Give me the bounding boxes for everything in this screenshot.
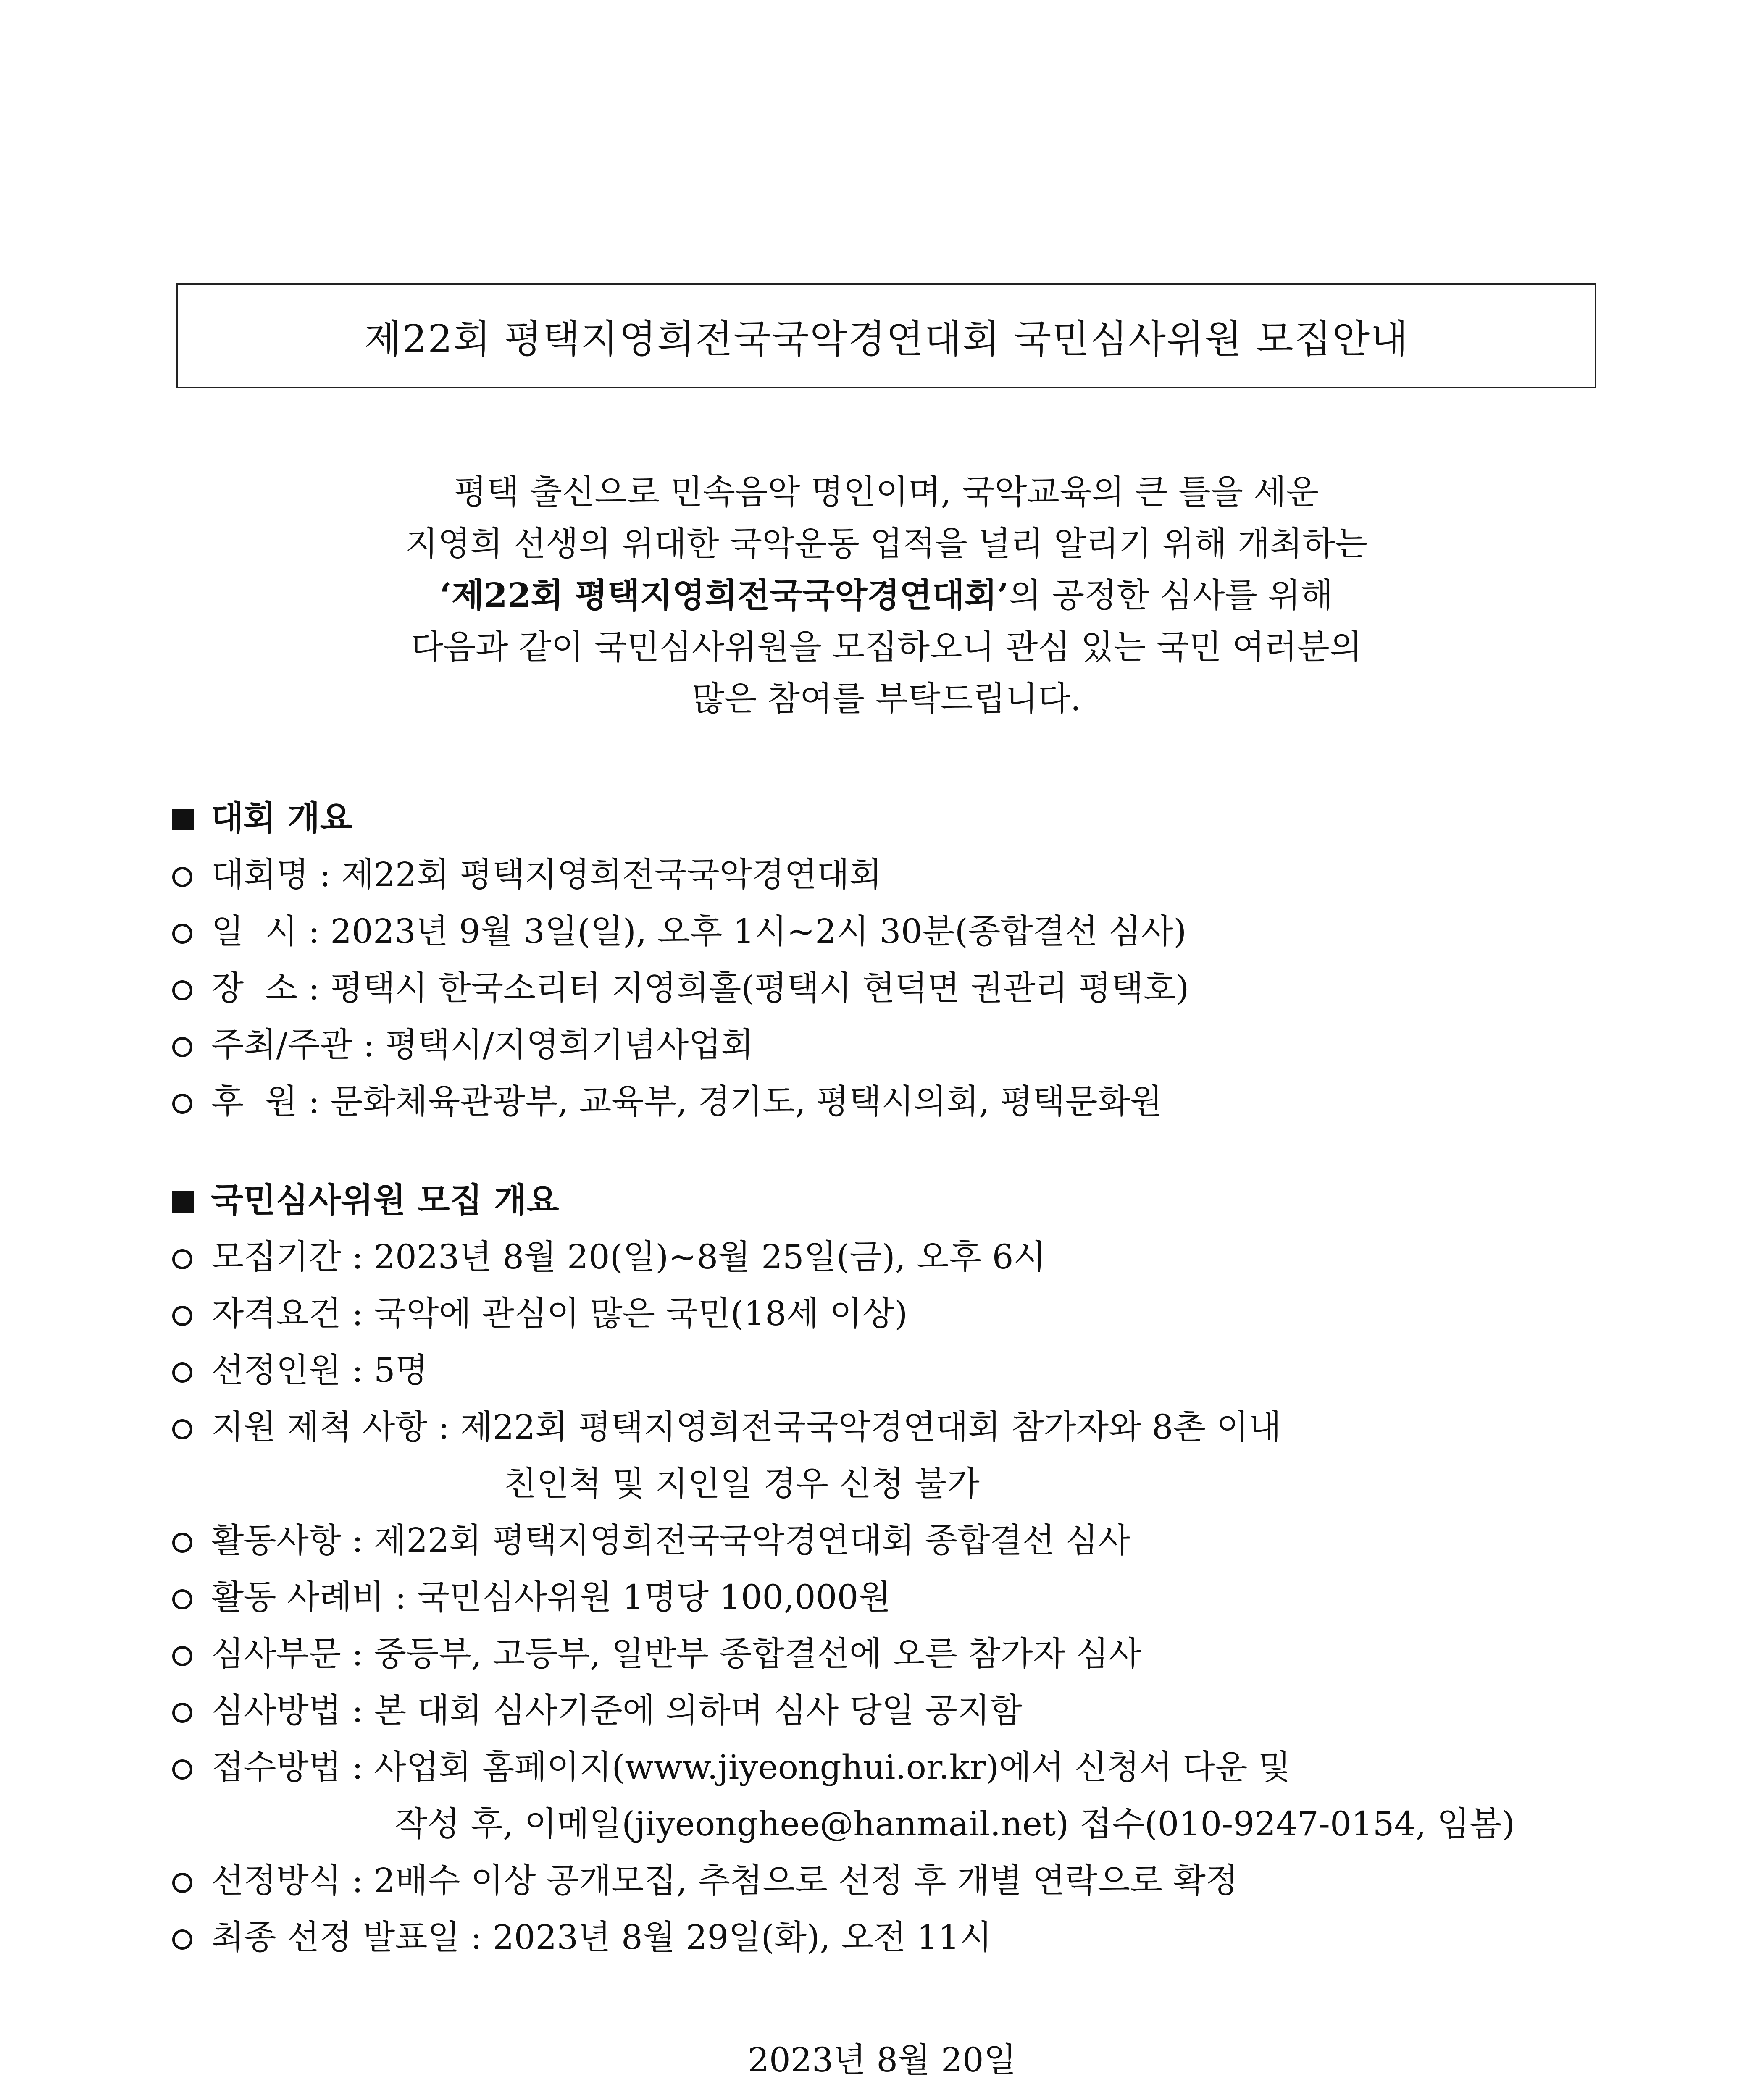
intro-line-2: 지영희 선생의 위대한 국악운동 업적을 널리 알리기 위해 개최하는	[405, 524, 1367, 563]
list-item: 심사방법 : 본 대회 심사기준에 의하며 심사 당일 공지함	[172, 1682, 1643, 1739]
circle-bullet-icon	[172, 1094, 192, 1114]
circle-bullet-icon	[172, 980, 192, 1000]
intro-line-3	[176, 570, 1596, 621]
circle-bullet-icon	[172, 1249, 192, 1269]
list-item: 주최/주관 : 평택시/지영희기념사업회	[172, 1016, 1643, 1073]
list-item: 대회명 : 제22회 평택지영희전국국악경연대회	[172, 846, 1643, 903]
list-item: 심사부문 : 중등부, 고등부, 일반부 종합결선에 오른 참가자 심사	[172, 1625, 1643, 1682]
intro-line-3-rest: 의 공정한 심사를 위해	[1009, 576, 1333, 615]
list-item: 선정인원 : 5명	[172, 1342, 1643, 1399]
list-item: 지원 제척 사항 : 제22회 평택지영희전국국악경연대회 참가자와 8촌 이내	[172, 1399, 1643, 1455]
list-item: 후 원 : 문화체육관광부, 교육부, 경기도, 평택시의회, 평택문화원	[172, 1073, 1643, 1130]
section-heading-text: 대회 개요	[211, 798, 352, 837]
circle-bullet-icon	[172, 867, 192, 887]
list-item-continuation: 작성 후, 이메일(jiyeonghee@hanmail.net) 접수(010-9247-0154, 임봄)	[395, 1804, 1515, 1843]
list-item: 접수방법 : 사업회 홈페이지(www.jiyeonghui.or.kr)에서 신청서 다운 및	[172, 1739, 1643, 1796]
circle-bullet-icon	[172, 1873, 192, 1893]
intro-line-1: 평택 출신으로 민속음악 명인이며, 국악교육의 큰 틀을 세운	[454, 472, 1319, 512]
section-contest-overview	[172, 790, 1643, 1130]
section-heading-text: 국민심사위원 모집 개요	[211, 1180, 559, 1220]
document-date: 2023년 8월 20일	[748, 2040, 1016, 2079]
circle-bullet-icon	[172, 1759, 192, 1780]
circle-bullet-icon	[172, 1929, 192, 1950]
section-heading	[172, 1172, 1643, 1228]
document-title: 제22회 평택지영희전국국악경연대회 국민심사위원 모집안내	[364, 317, 1409, 362]
list-item: 활동사항 : 제22회 평택지영희전국국악경연대회 종합결선 심사	[172, 1512, 1643, 1569]
circle-bullet-icon	[172, 924, 192, 944]
intro-line-4: 다음과 같이 국민심사위원을 모집하오니 관심 있는 국민 여러분의	[410, 627, 1362, 667]
section-heading	[172, 790, 1643, 846]
list-item: 일 시 : 2023년 9월 3일(일), 오후 1시~2시 30분(종합결선 심사)	[172, 903, 1643, 960]
list-item: 선정방식 : 2배수 이상 공개모집, 추첨으로 선정 후 개별 연락으로 확정	[172, 1852, 1643, 1909]
document-title-box	[176, 284, 1596, 388]
intro-contest-name: ‘제22회 평택지영희전국국악경연대회’	[440, 575, 1009, 615]
intro-paragraph	[176, 466, 1596, 724]
intro-line-5: 많은 참여를 부탁드립니다.	[691, 679, 1081, 718]
list-item-continuation: 친인척 및 지인일 경우 신청 불가	[504, 1464, 980, 1503]
circle-bullet-icon	[172, 1306, 192, 1326]
circle-bullet-icon	[172, 1037, 192, 1057]
circle-bullet-icon	[172, 1362, 192, 1383]
filled-square-icon	[172, 808, 194, 830]
filled-square-icon	[172, 1191, 194, 1213]
section-recruitment-overview	[172, 1172, 1643, 1966]
list-item: 자격요건 : 국악에 관심이 많은 국민(18세 이상)	[172, 1285, 1643, 1342]
circle-bullet-icon	[172, 1419, 192, 1439]
list-item: 활동 사례비 : 국민심사위원 1명당 100,000원	[172, 1569, 1643, 1625]
circle-bullet-icon	[172, 1589, 192, 1609]
circle-bullet-icon	[172, 1533, 192, 1553]
list-item: 장 소 : 평택시 한국소리터 지영희홀(평택시 현덕면 권관리 평택호)	[172, 960, 1643, 1016]
list-item: 모집기간 : 2023년 8월 20(일)~8월 25일(금), 오후 6시	[172, 1228, 1643, 1285]
circle-bullet-icon	[172, 1646, 192, 1666]
circle-bullet-icon	[172, 1703, 192, 1723]
list-item: 최종 선정 발표일 : 2023년 8월 29일(화), 오전 11시	[172, 1909, 1643, 1966]
